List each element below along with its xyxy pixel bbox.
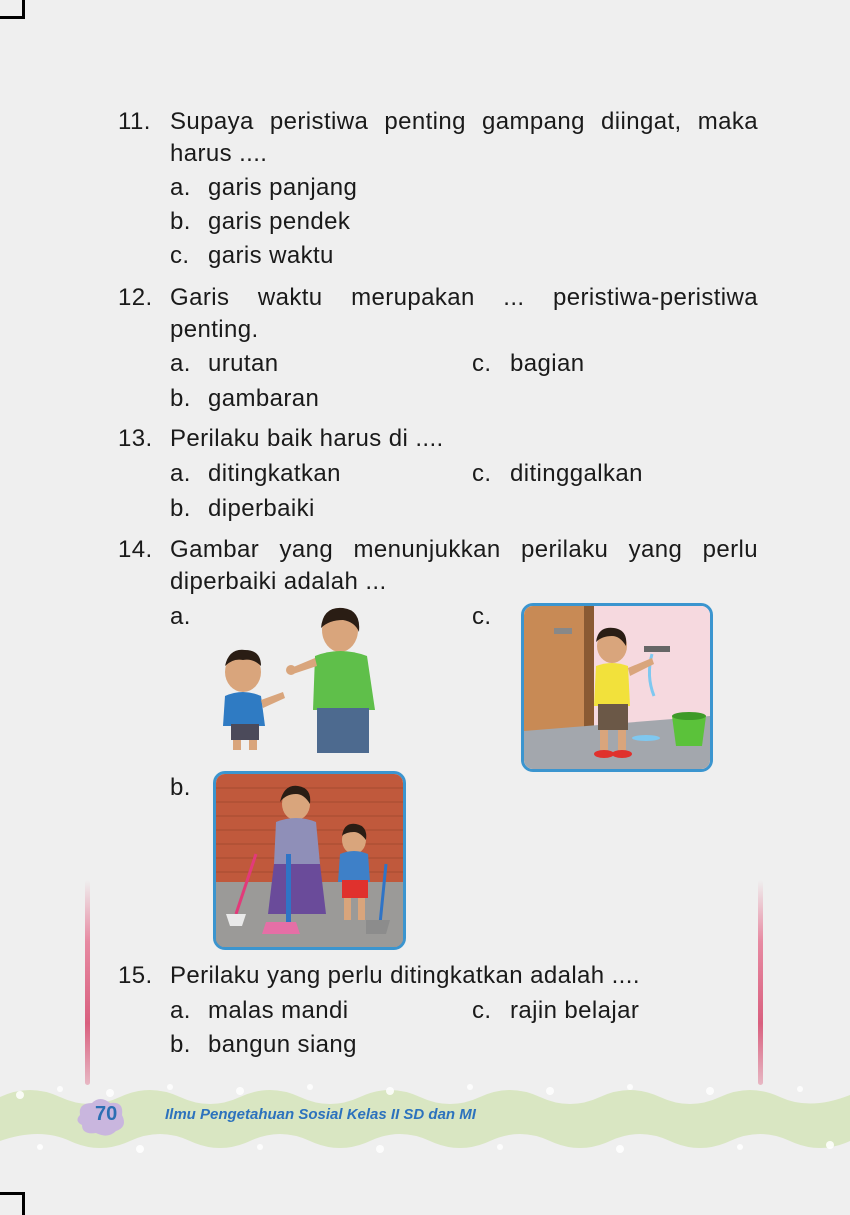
option-text: ditingkatkan — [208, 460, 341, 487]
crop-mark-bottom — [0, 1192, 25, 1215]
option-14b — [170, 772, 208, 804]
option-letter: c. — [472, 997, 492, 1024]
question-text: Perilaku baik harus di .... — [170, 425, 444, 452]
option-letter: b. — [170, 1031, 191, 1058]
question-13 — [118, 423, 758, 455]
option-11c — [170, 240, 334, 272]
tap-scene-image — [524, 606, 710, 769]
question-12 — [118, 282, 758, 346]
option-letter: b. — [170, 774, 191, 801]
option-text: gambaran — [208, 385, 320, 412]
option-12a — [170, 348, 278, 380]
option-letter: c. — [472, 460, 492, 487]
option-letter: c. — [170, 242, 190, 269]
footer-book-title: Ilmu Pengetahuan Sosial Kelas II SD dan MI — [165, 1106, 476, 1123]
question-number: 11. — [118, 108, 151, 135]
illustration-option-c — [521, 603, 713, 772]
question-number: 12. — [118, 284, 153, 311]
option-letter: a. — [170, 174, 191, 201]
question-text: Supaya peristiwa penting gampang diingat, maka harus .... — [170, 108, 758, 167]
option-text: rajin belajar — [510, 997, 640, 1024]
question-text: Gambar yang menunjukkan perilaku yang perlu diperbaiki adalah ... — [170, 536, 758, 595]
option-15a — [170, 995, 348, 1027]
option-text: bagian — [510, 350, 585, 377]
option-text: bangun siang — [208, 1031, 357, 1058]
option-text: garis panjang — [208, 174, 358, 201]
option-text: garis waktu — [208, 242, 334, 269]
option-letter: a. — [170, 460, 191, 487]
crop-mark-top — [0, 0, 25, 19]
option-letter: c. — [472, 350, 492, 377]
question-11 — [118, 106, 758, 170]
option-11b — [170, 206, 350, 238]
option-13a — [170, 458, 341, 490]
decorative-line-left — [85, 880, 90, 1085]
option-15b — [170, 1029, 357, 1061]
question-15 — [118, 960, 758, 992]
illustration-option-a — [205, 600, 395, 760]
question-number: 15. — [118, 962, 153, 989]
decorative-line-right — [758, 880, 763, 1085]
option-13c — [472, 458, 643, 490]
sweeping-scene-image — [216, 774, 403, 947]
illustration-option-b — [213, 771, 406, 950]
option-11a — [170, 172, 357, 204]
option-text: urutan — [208, 350, 279, 377]
option-14a — [170, 601, 208, 633]
page-number: 70 — [95, 1103, 118, 1125]
question-text: Garis waktu merupakan ... peristiwa-peristiwa penting. — [170, 284, 758, 343]
question-number: 13. — [118, 425, 153, 452]
option-letter: c. — [472, 603, 492, 630]
option-letter: b. — [170, 495, 191, 522]
option-text: diperbaiki — [208, 495, 315, 522]
question-number: 14. — [118, 536, 153, 563]
option-letter: a. — [170, 997, 191, 1024]
option-14c — [472, 601, 510, 633]
question-text: Perilaku yang perlu ditingkatkan adalah .... — [170, 962, 640, 989]
question-14 — [118, 534, 758, 598]
option-letter: b. — [170, 385, 191, 412]
option-letter: a. — [170, 603, 191, 630]
option-12c — [472, 348, 584, 380]
option-text: ditinggalkan — [510, 460, 643, 487]
option-13b — [170, 493, 315, 525]
option-text: malas mandi — [208, 997, 349, 1024]
option-12b — [170, 383, 319, 415]
option-letter: a. — [170, 350, 191, 377]
option-letter: b. — [170, 208, 191, 235]
option-text: garis pendek — [208, 208, 351, 235]
option-15c — [472, 995, 639, 1027]
